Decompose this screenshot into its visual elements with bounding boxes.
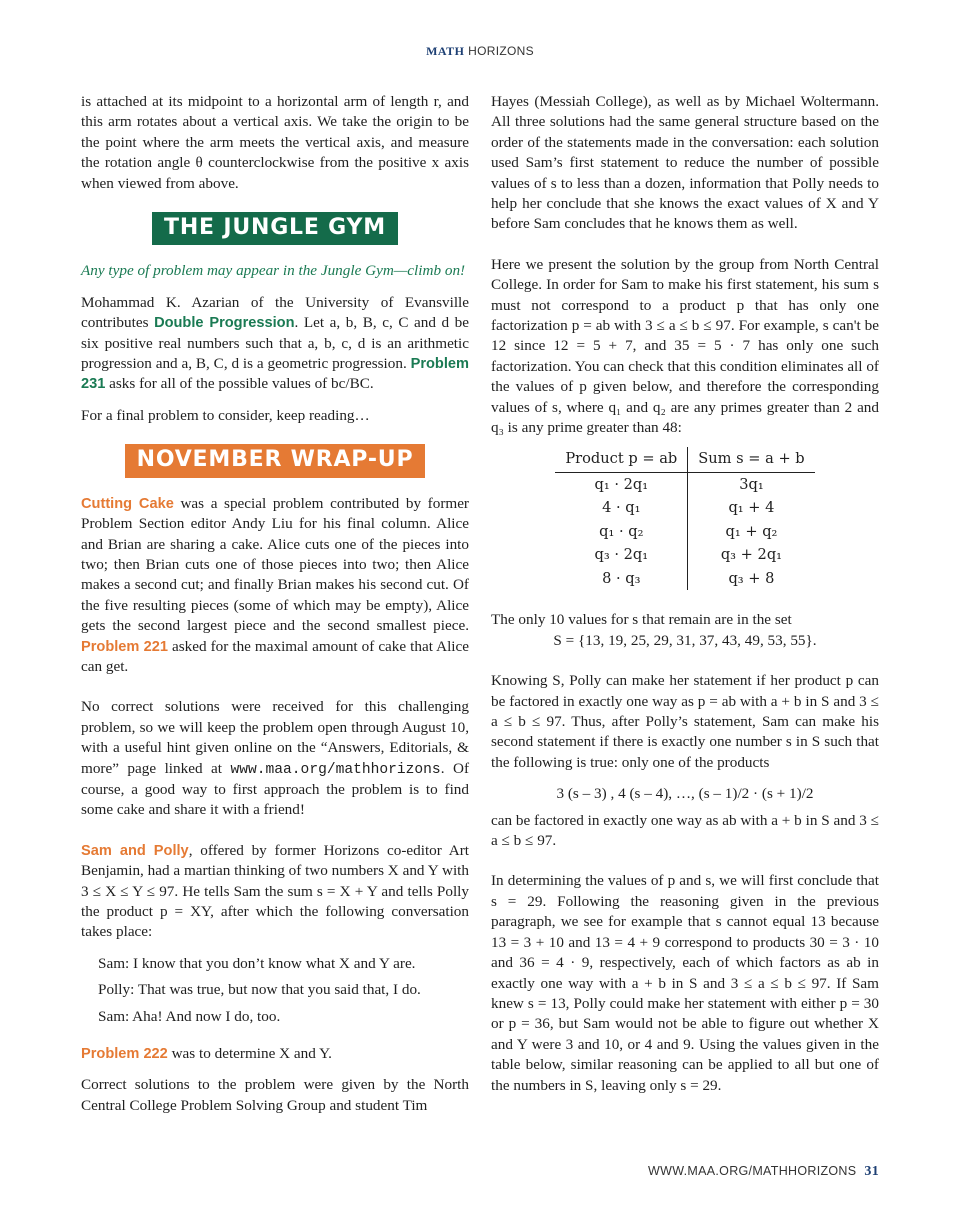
knowing-s-paragraph: Knowing S, Polly can make her statement if her product p can be factored in exactly one way as p = ab with a + b in S and 3 ≤ a ≤ b ≤ 97. Thus, after Polly’s statement, Sam can make his second statement if there is exactly one number s in S such that the following is true: only one of the products: [491, 672, 879, 771]
dialog-line: Sam: Aha! And now I do, too.: [98, 1007, 281, 1025]
table-row: [555, 520, 814, 544]
table-cell: 3q₁: [739, 475, 764, 493]
azarian-paragraph: [81, 293, 469, 395]
no-correct-text-a: No correct solutions were received for this challenging problem, so we will keep the problem open through August 10, with a useful hint given online on the “Answers, Editorials, & more” page linked at: [81, 698, 469, 777]
dialog-line: Polly: That was true, but now that you said that, I do.: [98, 981, 421, 999]
maa-url-link[interactable]: www.maa.org/mathhorizons: [230, 761, 441, 778]
no-correct-paragraph: [81, 697, 469, 820]
final-problem-paragraph: For a final problem to consider, keep reading…: [81, 406, 370, 424]
azarian-text-a: Mohammad K. Azarian of the University of Evansville contributes: [81, 293, 469, 332]
problem-222-label: Problem 222: [81, 1046, 168, 1063]
azarian-text-b: . Let a, b, B, c, C and d be six positive real numbers such that a, b, c, d is an arithmetic progression and a, B, C, d is a geometric progression.: [81, 314, 470, 373]
problem-221-label: Problem 221: [81, 638, 169, 655]
november-wrap-up-banner: NOVEMBER WRAP-UP: [125, 444, 426, 477]
jungle-gym-banner: THE JUNGLE GYM: [152, 212, 398, 245]
sam-polly-paragraph: [81, 841, 469, 943]
table-cell: q₁ + q₂: [725, 522, 778, 540]
azarian-text-c: asks for all of the possible values of bc/BC.: [105, 375, 374, 393]
problem-222-paragraph: [81, 1044, 469, 1064]
page-number: 31: [864, 1164, 879, 1179]
table-row: [555, 472, 814, 496]
table-header-sum: Sum s = a + b: [688, 447, 815, 473]
table-cell: q₃ + 2q₁: [720, 546, 783, 564]
table-row: [555, 567, 814, 591]
table-row: [555, 543, 814, 567]
factored-paragraph: can be factored in exactly one way as ab with a + b in S and 3 ≤ a ≤ b ≤ 97.: [491, 811, 879, 850]
footer-url: WWW.MAA.ORG/MATHHORIZONS: [648, 1164, 857, 1178]
double-progression-title: Double Progression: [154, 315, 295, 332]
november-banner-wrap: [81, 444, 469, 477]
table-cell: q₁ · q₂: [555, 520, 687, 544]
table-cell: q₃ · 2q₁: [555, 543, 687, 567]
factorization-table: [555, 447, 814, 591]
cutting-cake-title: Cutting Cake: [81, 495, 174, 512]
cake-text-a: was a special problem contributed by former Problem Section editor Andy Liu for his final column. Alice and Brian are sharing a cake. Alice cuts one of the pieces into two; then Brian cuts one of those pieces into two; then Alice makes a second cut; and finally Brian makes his second cut. Of the five resulting pieces (some of which may be empty), Alice gets the second largest piece and the second smallest piece.: [81, 494, 469, 635]
table-row: [555, 496, 814, 520]
sam-polly-text: , offered by former Horizons co-editor Art Benjamin, had a martian thinking of two numbers X and Y with 3 ≤ X ≤ Y ≤ 97. He tells Sam the sum s = X + Y and tells Polly the product p = XY, after which the following conversation takes place:: [81, 841, 469, 941]
dialog-line: Sam: I know that you don’t know what X and Y are.: [98, 954, 416, 972]
jungle-gym-banner-wrap: [81, 212, 469, 245]
solution-paragraph: Here we present the solution by the group from North Central College. In order for Sam to make his first statement, his sum s must not correspond to a product p that has only one factorization p = ab with 3 ≤ a ≤ b ≤ 97. For example, s can't be 12 since 12 = 5 + 7, and 35 = 5 · 7 has only one such factorization. You can check that this condition eliminates all of the values of p given below, and therefore the corresponding values of s, where q₁ and q₂ are any primes greater than 2 and q₃ is any prime greater than 48:: [491, 255, 879, 437]
no-correct-text-b: . Of course, a good way to first approach the problem is to find some cake and share it with a friend!: [81, 759, 469, 819]
running-footer: [648, 1164, 879, 1180]
problem-222-text: was to determine X and Y.: [167, 1045, 332, 1063]
running-header: [0, 44, 960, 59]
header-brand: MATH: [426, 44, 465, 58]
table-cell: q₁ · 2q₁: [555, 472, 687, 496]
header-brand-rest: HORIZONS: [464, 44, 534, 58]
conversation: [81, 954, 469, 1027]
table-cell: 4 · q₁: [555, 496, 687, 520]
set-s-equation: S = {13, 19, 25, 29, 31, 37, 43, 49, 53, 55}.: [553, 631, 817, 649]
jungle-gym-tagline: Any type of problem may appear in the Jungle Gym—climb on!: [81, 262, 466, 280]
correct-solutions-paragraph: Correct solutions to the problem were given by the North Central College Problem Solving Group and student Tim: [81, 1076, 469, 1114]
remaining-values-paragraph: The only 10 values for s that remain are in the set: [491, 611, 792, 629]
cutting-cake-paragraph: [81, 494, 469, 678]
right-column: [491, 92, 879, 1096]
left-column: [81, 92, 469, 1116]
solvers-paragraph: Hayes (Messiah College), as well as by Michael Woltermann. All three solutions had the same general structure based on the order of the statements made in the conversation: each solution used Sam’s first statement to reduce the number of possible values of s to less than a dozen, information that Polly needs to help her conclude that she knows the exact values of X and Y before Sam concludes that he knows them as well.: [491, 93, 879, 233]
table-cell: q₁ + 4: [728, 499, 775, 517]
table-cell: 8 · q₃: [555, 567, 687, 591]
table-cell: q₃ + 8: [728, 569, 775, 587]
products-equation: 3 (s – 3) , 4 (s – 4), …, (s – 1)/2 · (s + 1)/2: [556, 785, 814, 803]
problem-231-label: Problem 231: [81, 356, 469, 393]
cake-text-b: asked for the maximal amount of cake that Alice can get.: [81, 637, 469, 675]
sam-polly-title: Sam and Polly: [81, 842, 189, 859]
determining-paragraph: In determining the values of p and s, we will first conclude that s = 29. Following the reasoning given in the previous paragraph, we see for example that s cannot equal 13 because 13 = 3 + 10 and 13 = 4 + 9 correspond to products 30 = 3 · 10 and 36 = 4 · 9, respectively, each of which factors as ab in exactly one way with a + b in S and 3 ≤ a ≤ b ≤ 97. If Sam knew s = 13, Polly could make her statement with either p = 30 or p = 36, but Sam would not be able to figure out whether X and Y were 3 and 10, or 4 and 9. Using the values given in the table below, similar reasoning can be applied to all but one of the numbers in S, leaving only s = 29.: [491, 872, 879, 1094]
table-header-product: Product p = ab: [555, 447, 687, 473]
intro-paragraph: is attached at its midpoint to a horizontal arm of length r, and this arm rotates about a vertical axis. We take the origin to be the point where the arm meets the vertical axis, and measure the rotation angle θ counterclockwise from the positive x axis when viewed from above.: [81, 93, 469, 192]
